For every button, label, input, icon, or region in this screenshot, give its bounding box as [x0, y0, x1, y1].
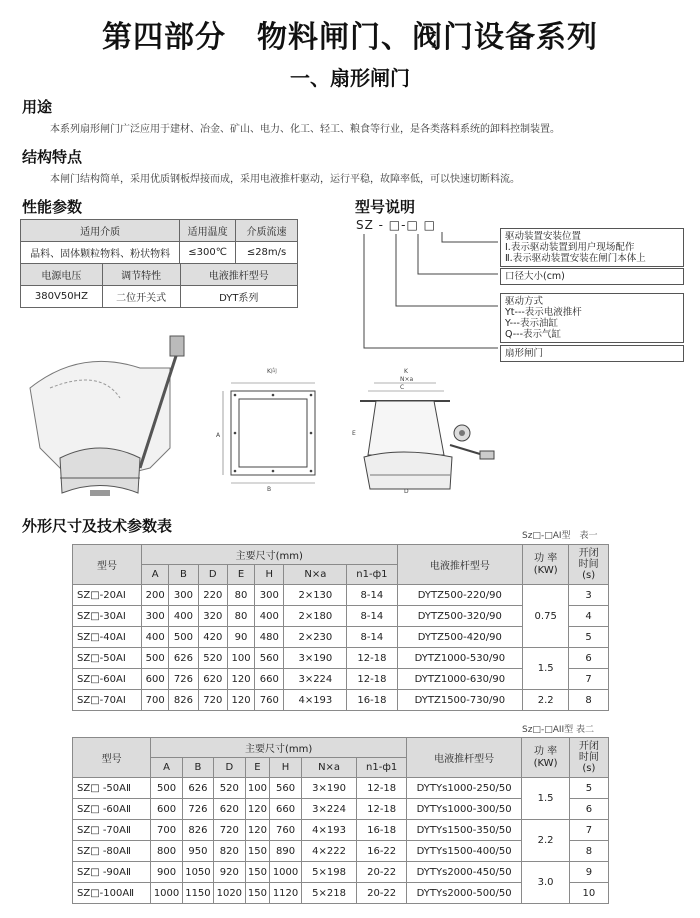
- cell: 6: [569, 799, 608, 820]
- cell: 800: [151, 841, 182, 862]
- cell: 12-18: [347, 669, 397, 690]
- cell: 8-14: [347, 627, 397, 648]
- cell-power: 0.75: [523, 585, 569, 648]
- cell: 8: [569, 841, 608, 862]
- cell: 120: [227, 690, 254, 711]
- cell: DYTYs1500-400/50: [406, 841, 521, 862]
- cell: 1120: [270, 883, 301, 904]
- model-box-line: Yt---表示电液推杆: [505, 307, 582, 318]
- cell: 300: [169, 585, 198, 606]
- cell: 5: [569, 778, 608, 799]
- cell: 420: [198, 627, 227, 648]
- cell: 4×193: [284, 690, 347, 711]
- cell: 5×198: [301, 862, 357, 883]
- cell: 4×222: [301, 841, 357, 862]
- table-row: [73, 648, 609, 669]
- t1-h-col: A: [142, 565, 169, 585]
- performance-table-2: [20, 263, 298, 308]
- usage-heading: 用途: [22, 98, 53, 116]
- model-box-line: Y---表示油缸: [505, 318, 558, 329]
- model-box-line: Ⅱ.表示驱动装置安装在闸门本体上: [505, 253, 646, 264]
- cell: SZ□ -80AⅡ: [73, 841, 151, 862]
- model-desc-heading: 型号说明: [355, 198, 416, 216]
- gate-front-drawing: [340, 365, 500, 495]
- cell: 12-18: [347, 648, 397, 669]
- cell: 12-18: [357, 778, 406, 799]
- t2-h-col: n1-ф1: [357, 758, 406, 778]
- cell: SZ□-40AI: [73, 627, 142, 648]
- cell: 3: [569, 585, 609, 606]
- cell: 726: [182, 799, 213, 820]
- cell: 400: [142, 627, 169, 648]
- cell: 2×130: [284, 585, 347, 606]
- cell: 600: [142, 669, 169, 690]
- cell: SZ□-100AⅡ: [73, 883, 151, 904]
- cell: 620: [198, 669, 227, 690]
- cell: 16-18: [357, 820, 406, 841]
- t1-h-col: H: [255, 565, 284, 585]
- cell: DYTYs2000-450/50: [406, 862, 521, 883]
- cell-power: 3.0: [522, 862, 569, 904]
- cell: 90: [227, 627, 254, 648]
- structure-text: 本闸门结构简单，采用优质钢板焊接而成，采用电液推杆驱动，运行平稳，故障率低，可以快速切断料流。: [50, 174, 520, 185]
- plan-label-a: A: [216, 432, 221, 439]
- t2-h-main: 主要尺寸(mm): [151, 738, 407, 758]
- cell: DYTZ500-320/90: [397, 606, 523, 627]
- front-label-e: E: [352, 430, 356, 437]
- perf-value: ≤28m/s: [236, 242, 298, 264]
- cell: 5×218: [301, 883, 357, 904]
- cell: 700: [151, 820, 182, 841]
- cell: 560: [255, 648, 284, 669]
- cell: 400: [169, 606, 198, 627]
- model-box-line: 驱动装置安装位置: [505, 231, 582, 242]
- cell: 3×190: [301, 778, 357, 799]
- cell-power: 1.5: [523, 648, 569, 690]
- cell: 700: [142, 690, 169, 711]
- t1-h-model: 型号: [73, 545, 142, 585]
- t1-h-rod: 电液推杆型号: [397, 545, 523, 585]
- cell: DYTZ500-420/90: [397, 627, 523, 648]
- cell: 760: [255, 690, 284, 711]
- cell: 900: [151, 862, 182, 883]
- perf-header: 电源电压: [21, 264, 103, 286]
- cell: 8-14: [347, 585, 397, 606]
- cell: SZ□-30AI: [73, 606, 142, 627]
- cell: 480: [255, 627, 284, 648]
- cell: 80: [227, 606, 254, 627]
- cell: 120: [245, 799, 270, 820]
- cell: 6: [569, 648, 609, 669]
- perf-value: DYT系列: [180, 286, 298, 308]
- table-row: [73, 690, 609, 711]
- t1-h-col: B: [169, 565, 198, 585]
- t1-h-power: 功 率 (KW): [523, 545, 569, 585]
- gate-side-drawing: [20, 328, 220, 508]
- cell: 4×193: [301, 820, 357, 841]
- cell: 1020: [214, 883, 245, 904]
- table1-caption: Sz□-□AI型 表一: [522, 531, 598, 541]
- table-row: [73, 862, 609, 883]
- cell: 10: [569, 883, 608, 904]
- model-box-drive-position: [500, 228, 684, 267]
- cell: 300: [142, 606, 169, 627]
- plan-label-kview: K向: [267, 368, 277, 375]
- front-label-nxa: N×a: [400, 376, 414, 383]
- plan-label-b: B: [267, 486, 272, 493]
- cell: DYTYs1000-250/50: [406, 778, 521, 799]
- t2-h-col: B: [182, 758, 213, 778]
- cell: 16-22: [357, 841, 406, 862]
- cell: 2×180: [284, 606, 347, 627]
- cell: 520: [198, 648, 227, 669]
- cell: 760: [270, 820, 301, 841]
- model-box-line: Ⅰ.表示驱动装置到用户现场配作: [505, 242, 635, 253]
- cell: 4: [569, 606, 609, 627]
- cell: 3×224: [301, 799, 357, 820]
- t1-h-col: N×a: [284, 565, 347, 585]
- structure-heading: 结构特点: [22, 148, 83, 166]
- cell: 1000: [151, 883, 182, 904]
- t1-h-col: n1-ф1: [347, 565, 397, 585]
- page-title: 第四部分 物料闸门、阀门设备系列: [102, 20, 598, 55]
- model-code: SZ - □-□ □: [356, 218, 436, 232]
- cell: 7: [569, 669, 609, 690]
- performance-table: [20, 219, 298, 264]
- cell: 720: [214, 820, 245, 841]
- perf-value: 二位开关式: [102, 286, 180, 308]
- cell: 3×190: [284, 648, 347, 669]
- cell: 150: [245, 883, 270, 904]
- cell: 3×224: [284, 669, 347, 690]
- t1-h-main: 主要尺寸(mm): [142, 545, 397, 565]
- cell: DYTZ1000-630/90: [397, 669, 523, 690]
- perf-value: 380V50HZ: [21, 286, 103, 308]
- front-label-k: K: [404, 368, 408, 375]
- front-label-c: C: [400, 384, 405, 391]
- cell: 626: [169, 648, 198, 669]
- cell: 200: [142, 585, 169, 606]
- cell: DYTYs1000-300/50: [406, 799, 521, 820]
- cell: 500: [142, 648, 169, 669]
- cell: 826: [169, 690, 198, 711]
- t2-h-col: A: [151, 758, 182, 778]
- cell: 1050: [182, 862, 213, 883]
- gate-plan-drawing: [215, 365, 325, 495]
- performance-heading: 性能参数: [22, 198, 83, 216]
- cell: 826: [182, 820, 213, 841]
- cell: DYTZ500-220/90: [397, 585, 523, 606]
- cell: 600: [151, 799, 182, 820]
- t2-h-model: 型号: [73, 738, 151, 778]
- model-box-drive-mode: [500, 293, 684, 343]
- cell: 400: [255, 606, 284, 627]
- cell: DYTYs2000-500/50: [406, 883, 521, 904]
- cell: SZ□-20AI: [73, 585, 142, 606]
- cell-power: 2.2: [523, 690, 569, 711]
- cell: 20-22: [357, 883, 406, 904]
- dims-heading: 外形尺寸及技术参数表: [22, 517, 173, 535]
- cell: 500: [169, 627, 198, 648]
- cell: 300: [255, 585, 284, 606]
- table2-caption: Sz□-□AII型 表二: [522, 725, 595, 735]
- perf-header: 介质流速: [236, 220, 298, 242]
- actuator-motor-icon: [170, 336, 184, 356]
- cell: 320: [198, 606, 227, 627]
- cell: SZ□ -90AⅡ: [73, 862, 151, 883]
- cell: 100: [245, 778, 270, 799]
- cell: 720: [198, 690, 227, 711]
- usage-text: 本系列扇形闸门广泛应用于建材、冶金、矿山、电力、化工、轻工、粮食等行业，是各类落料系统的卸料控制装置。: [50, 124, 560, 135]
- cell: 890: [270, 841, 301, 862]
- cell: 8-14: [347, 606, 397, 627]
- cell: 20-22: [357, 862, 406, 883]
- model-box-caliber: 口径大小(cm): [500, 268, 684, 285]
- cell: 626: [182, 778, 213, 799]
- cell: 950: [182, 841, 213, 862]
- cell: 9: [569, 862, 608, 883]
- model-box-line: 驱动方式: [505, 296, 544, 307]
- cell: 12-18: [357, 799, 406, 820]
- cell: SZ□ -70AⅡ: [73, 820, 151, 841]
- cell: 520: [214, 778, 245, 799]
- cell: 220: [198, 585, 227, 606]
- cell: SZ□ -60AⅡ: [73, 799, 151, 820]
- cell: DYTYs1500-350/50: [406, 820, 521, 841]
- cell: 500: [151, 778, 182, 799]
- table-row: [73, 820, 609, 841]
- cell: 620: [214, 799, 245, 820]
- cell: 1150: [182, 883, 213, 904]
- cell: 2×230: [284, 627, 347, 648]
- cell: 660: [270, 799, 301, 820]
- model-box-type: 扇形闸门: [500, 345, 684, 362]
- t2-h-col: D: [214, 758, 245, 778]
- model-box-line: Q---表示气缸: [505, 329, 562, 340]
- cell: 726: [169, 669, 198, 690]
- t2-h-time: 开闭 时间 (s): [569, 738, 608, 778]
- cell: 560: [270, 778, 301, 799]
- perf-header: 电液推杆型号: [180, 264, 298, 286]
- cell: 120: [245, 820, 270, 841]
- cell-power: 1.5: [522, 778, 569, 820]
- cell: 920: [214, 862, 245, 883]
- cell-power: 2.2: [522, 820, 569, 862]
- spec-table-1: [72, 544, 609, 711]
- cell: SZ□ -50AⅡ: [73, 778, 151, 799]
- perf-value: ≤300℃: [180, 242, 236, 264]
- spec-table-2: [72, 737, 609, 904]
- cell: 150: [245, 862, 270, 883]
- cell: 820: [214, 841, 245, 862]
- cell: 8: [569, 690, 609, 711]
- cell: SZ□-50AI: [73, 648, 142, 669]
- t2-h-col: H: [270, 758, 301, 778]
- front-label-d: D: [404, 488, 409, 495]
- t2-h-rod: 电液推杆型号: [406, 738, 521, 778]
- cell: SZ□-60AI: [73, 669, 142, 690]
- t1-h-col: D: [198, 565, 227, 585]
- cell: DYTZ1000-530/90: [397, 648, 523, 669]
- cell: 1000: [270, 862, 301, 883]
- perf-value: 晶料、固体颗粒物料、粉状物料: [21, 242, 180, 264]
- cell: 100: [227, 648, 254, 669]
- cell: SZ□-70AI: [73, 690, 142, 711]
- model-desc-leaders: [350, 230, 510, 360]
- table-row: [73, 778, 609, 799]
- cell: 80: [227, 585, 254, 606]
- table-row: [73, 585, 609, 606]
- cell: 7: [569, 820, 608, 841]
- cell: 120: [227, 669, 254, 690]
- perf-header: 适用介质: [21, 220, 180, 242]
- t2-h-col: N×a: [301, 758, 357, 778]
- t2-h-power: 功 率 (KW): [522, 738, 569, 778]
- cell: 16-18: [347, 690, 397, 711]
- t1-h-time: 开闭 时间 (s): [569, 545, 609, 585]
- cell: 150: [245, 841, 270, 862]
- perf-header: 调节特性: [102, 264, 180, 286]
- perf-header: 适用温度: [180, 220, 236, 242]
- cell: 5: [569, 627, 609, 648]
- cell: 660: [255, 669, 284, 690]
- cell: DYTZ1500-730/90: [397, 690, 523, 711]
- section-subtitle: 一、扇形闸门: [290, 66, 410, 90]
- t2-h-col: E: [245, 758, 270, 778]
- t1-h-col: E: [227, 565, 254, 585]
